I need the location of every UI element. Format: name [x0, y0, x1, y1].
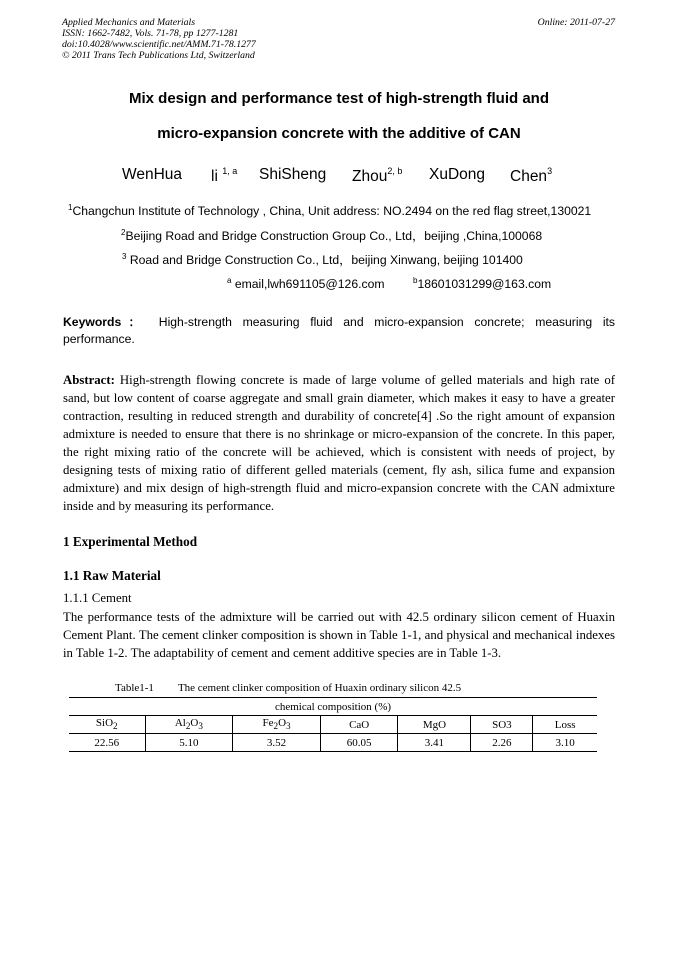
- table-col-header: MgO: [398, 716, 471, 734]
- keywords: [63, 314, 615, 348]
- table-group-header: chemical composition (%): [69, 698, 597, 716]
- subsection-heading-1-1-1: 1.1.1 Cement: [63, 591, 132, 605]
- journal-doi: doi:10.4028/www.scientific.net/AMM.71-78.1277: [62, 39, 256, 50]
- journal-meta: [62, 17, 256, 61]
- email-a: $^a$ email,lwh691105@126.com: [227, 276, 385, 291]
- table-col-header: $Al_2O_3$: [145, 716, 233, 734]
- affiliation-2: $^2$Beijing Road and Bridge Construction Group Co., Ltd，beijing ,China,100068: [121, 228, 543, 243]
- cement-composition-table: [69, 697, 597, 752]
- table-col-header: $Fe_2O_3$: [233, 716, 321, 734]
- author-2-last: Zhou$^{2, b}$: [352, 166, 403, 185]
- section-heading-1: 1 Experimental Method: [63, 534, 198, 549]
- paper-title-line-1: Mix design and performance test of high-strength fluid and: [128, 90, 550, 107]
- table-cell: 60.05: [320, 734, 398, 752]
- table-cell: 3.52: [233, 734, 321, 752]
- keywords-label: Keywords：: [63, 315, 149, 329]
- abstract-label: Abstract:: [63, 373, 115, 387]
- table-cell: 22.56: [69, 734, 145, 752]
- abstract: [63, 371, 615, 515]
- table-cell: 3.10: [533, 734, 597, 752]
- journal-issn: ISSN: 1662-7482, Vols. 71-78, pp 1277-1281: [62, 28, 239, 39]
- author-1-last: li $^{1, a}$: [211, 166, 238, 185]
- section-heading-1-1: 1.1 Raw Material: [63, 568, 161, 583]
- table-cell: 5.10: [145, 734, 233, 752]
- table-col-header: SO3: [471, 716, 533, 734]
- table-number: Table1-1: [115, 682, 154, 694]
- author-3-first: XuDong: [429, 166, 486, 183]
- table-col-header: SiO$_2$: [69, 716, 145, 734]
- author-1-first: WenHua: [122, 166, 183, 183]
- section-body-text: The performance tests of the admixture will be carried out with 42.5 ordinary silicon cement of Huaxin Cement Plant. The cement clinker composition is shown in Table 1-1, and physical and mechanical indexes in Table 1-2. The adaptability of cement and cement additive species are in Table 1-3.: [63, 610, 615, 660]
- paper-title-line-2: micro-expansion concrete with the additive of CAN: [157, 125, 521, 142]
- online-date: Online: 2011-07-27: [537, 17, 615, 28]
- author-2-first: ShiSheng: [259, 166, 327, 183]
- affiliation-1: $^1$Changchun Institute of Technology , China, Unit address: NO.2494 on the red flag street,130021: [68, 203, 592, 218]
- abstract-text: High-strength flowing concrete is made of large volume of gelled materials and high rate of sand, but low content of coarse aggregate and small grain diameter, which makes it easy to have a greater contraction, resulting in reduced strength and durability of concrete[4] .So the right amount of expansion admixture is needed to ensure that there is no shrinkage or micro-expansion of the concrete. In this paper, the right mixing ratio of the concrete will be achieved, which is consistent with needs of project, by designing tests of mixing ratio of different gelled materials (cement, fly ash, silica fume and expansion admixture) and mix design of high-strength fluid and micro-expansion concrete with the CAN admixture inside and by measuring its performance.: [63, 373, 615, 513]
- keywords-text: High-strength measuring fluid and micro-expansion concrete; measuring its performance.: [63, 315, 616, 346]
- table-caption: [115, 682, 461, 694]
- table-cell: 3.41: [398, 734, 471, 752]
- table-cell: 2.26: [471, 734, 533, 752]
- author-3-last: Chen$^3$: [510, 166, 553, 185]
- email-b: $^b$18601031299@163.com: [413, 276, 552, 291]
- affiliation-3: $^3$ Road and Bridge Construction Co., Ltd，beijing Xinwang, beijing 101400: [122, 252, 523, 267]
- table-caption-title: The cement clinker composition of Huaxin ordinary silicon 42.5: [177, 682, 462, 694]
- table-col-header: CaO: [320, 716, 398, 734]
- journal-copyright: © 2011 Trans Tech Publications Ltd, Switzerland: [62, 50, 255, 61]
- table-col-header: Loss: [533, 716, 597, 734]
- journal-name: Applied Mechanics and Materials: [62, 17, 196, 28]
